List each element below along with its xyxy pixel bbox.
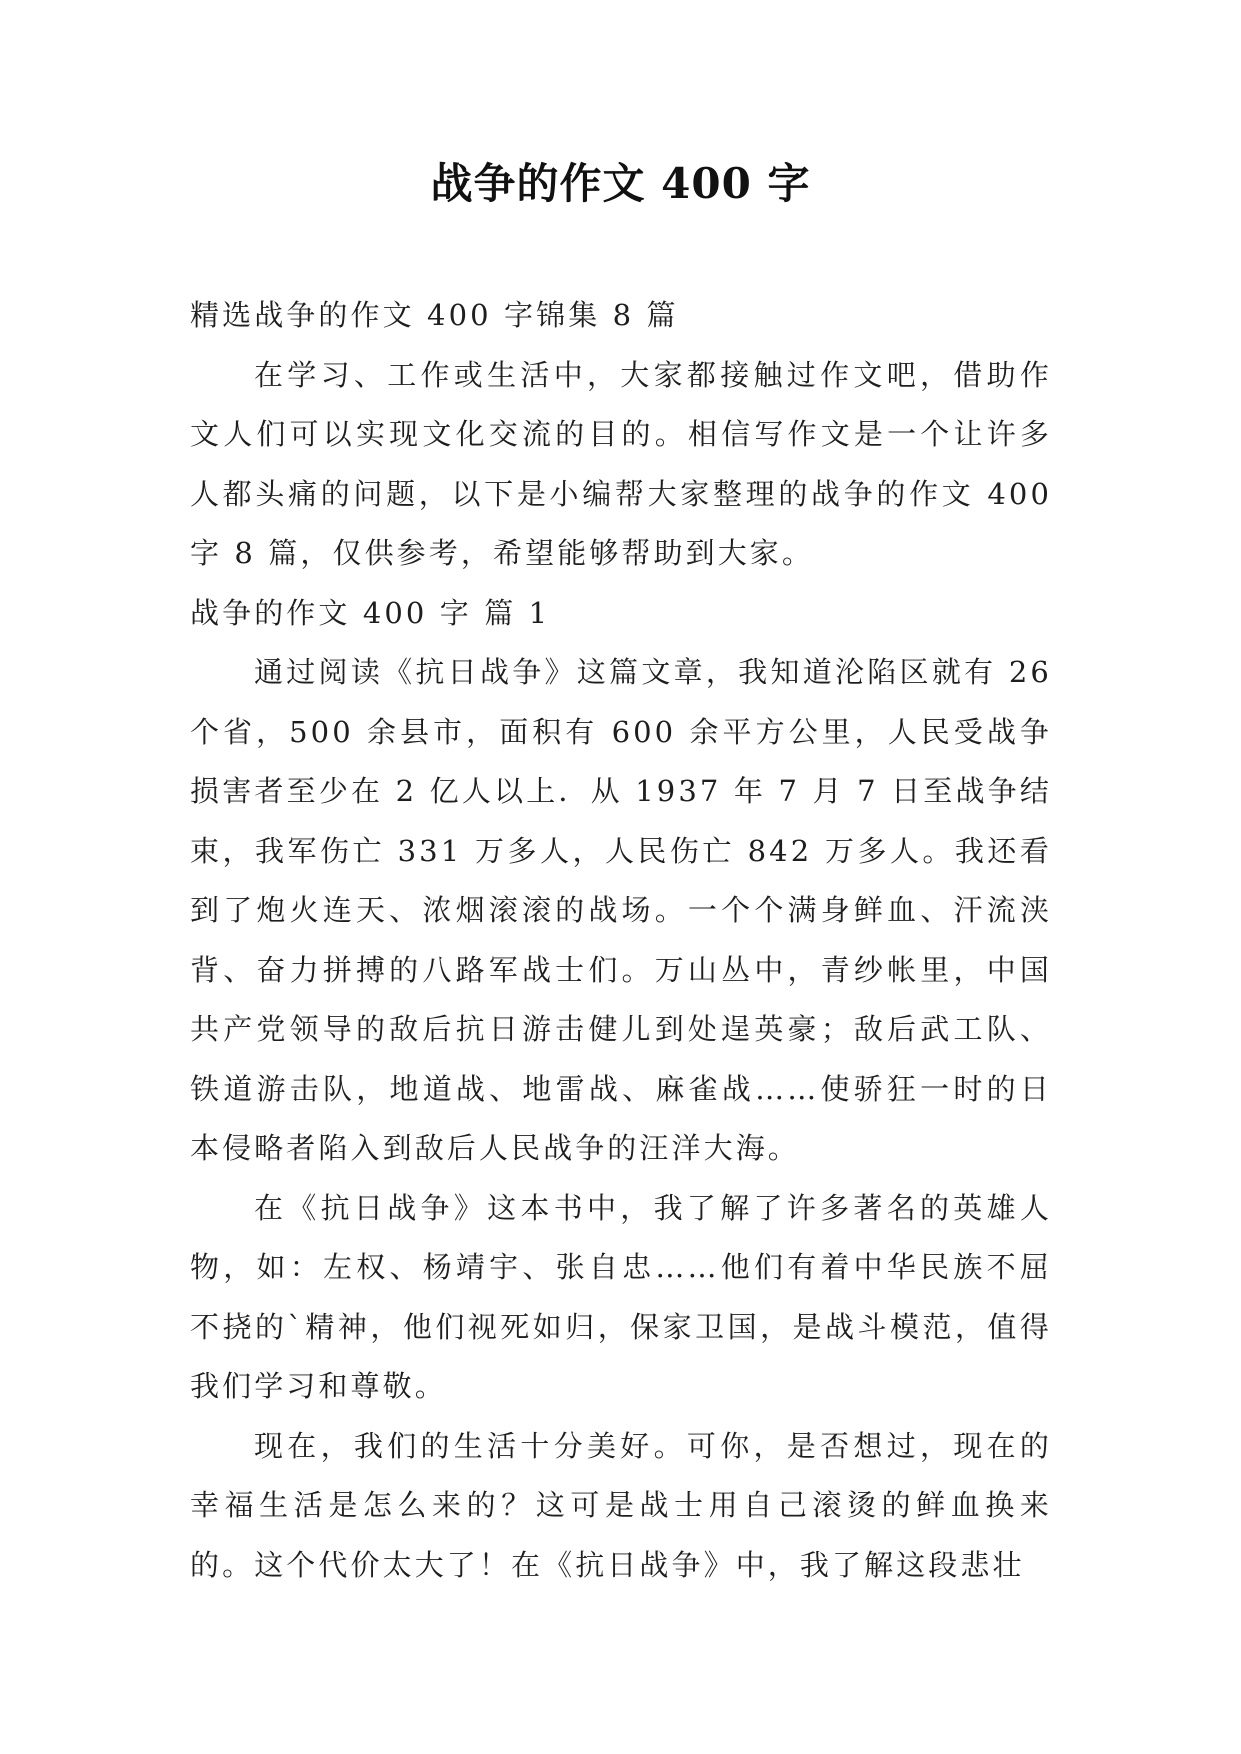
body-paragraph-2: 在《抗日战争》这本书中，我了解了许多著名的英雄人物，如：左权、杨靖宇、张自忠……他们有着中华民族不屈不挠的`精神，他们视死如归，保家卫国，是战斗模范，值得我们学习和尊敬。 — [190, 1190, 1052, 1403]
body-paragraph-1: 通过阅读《抗日战争》这篇文章，我知道沦陷区就有 26 个省，500 余县市，面积有 600 余平方公里，人民受战争损害者至少在 2 亿人以上．从 1937 年 7 月 7 日至战争结束，我军伤亡 331 万多人，人民伤亡 842 万多人。我还看到了炮火连天、浓烟滚滚的战场。一个个满身鲜血、汗流浃背、奋力拼搏的八路军战士们。万山丛中，青纱帐里，中国共产党领导的敌后抗日游击健儿到处逞英豪；敌后武工队、铁道游击队，地道战、地雷战、麻雀战……使骄狂一时的日本侵略者陷入到敌后人民战争的汪洋大海。 — [190, 655, 1052, 1165]
intro-paragraph: 在学习、工作或生活中，大家都接触过作文吧，借助作文人们可以实现文化交流的目的。相信写作文是一个让许多人都头痛的问题，以下是小编帮大家整理的战争的作文 400 字 8 篇，仅供参考，希望能够帮助到大家。 — [190, 357, 1052, 570]
document-title: 战争的作文 400 字 — [430, 159, 811, 208]
document-body — [190, 286, 1052, 1595]
body-paragraph-3: 现在，我们的生活十分美好。可你，是否想过，现在的幸福生活是怎么来的？这可是战士用自己滚烫的鲜血换来的。这个代价太大了！在《抗日战争》中，我了解这段悲壮 — [190, 1428, 1052, 1582]
document-subtitle: 精选战争的作文 400 字锦集 8 篇 — [190, 298, 679, 332]
section-heading: 战争的作文 400 字 篇 1 — [190, 595, 551, 630]
